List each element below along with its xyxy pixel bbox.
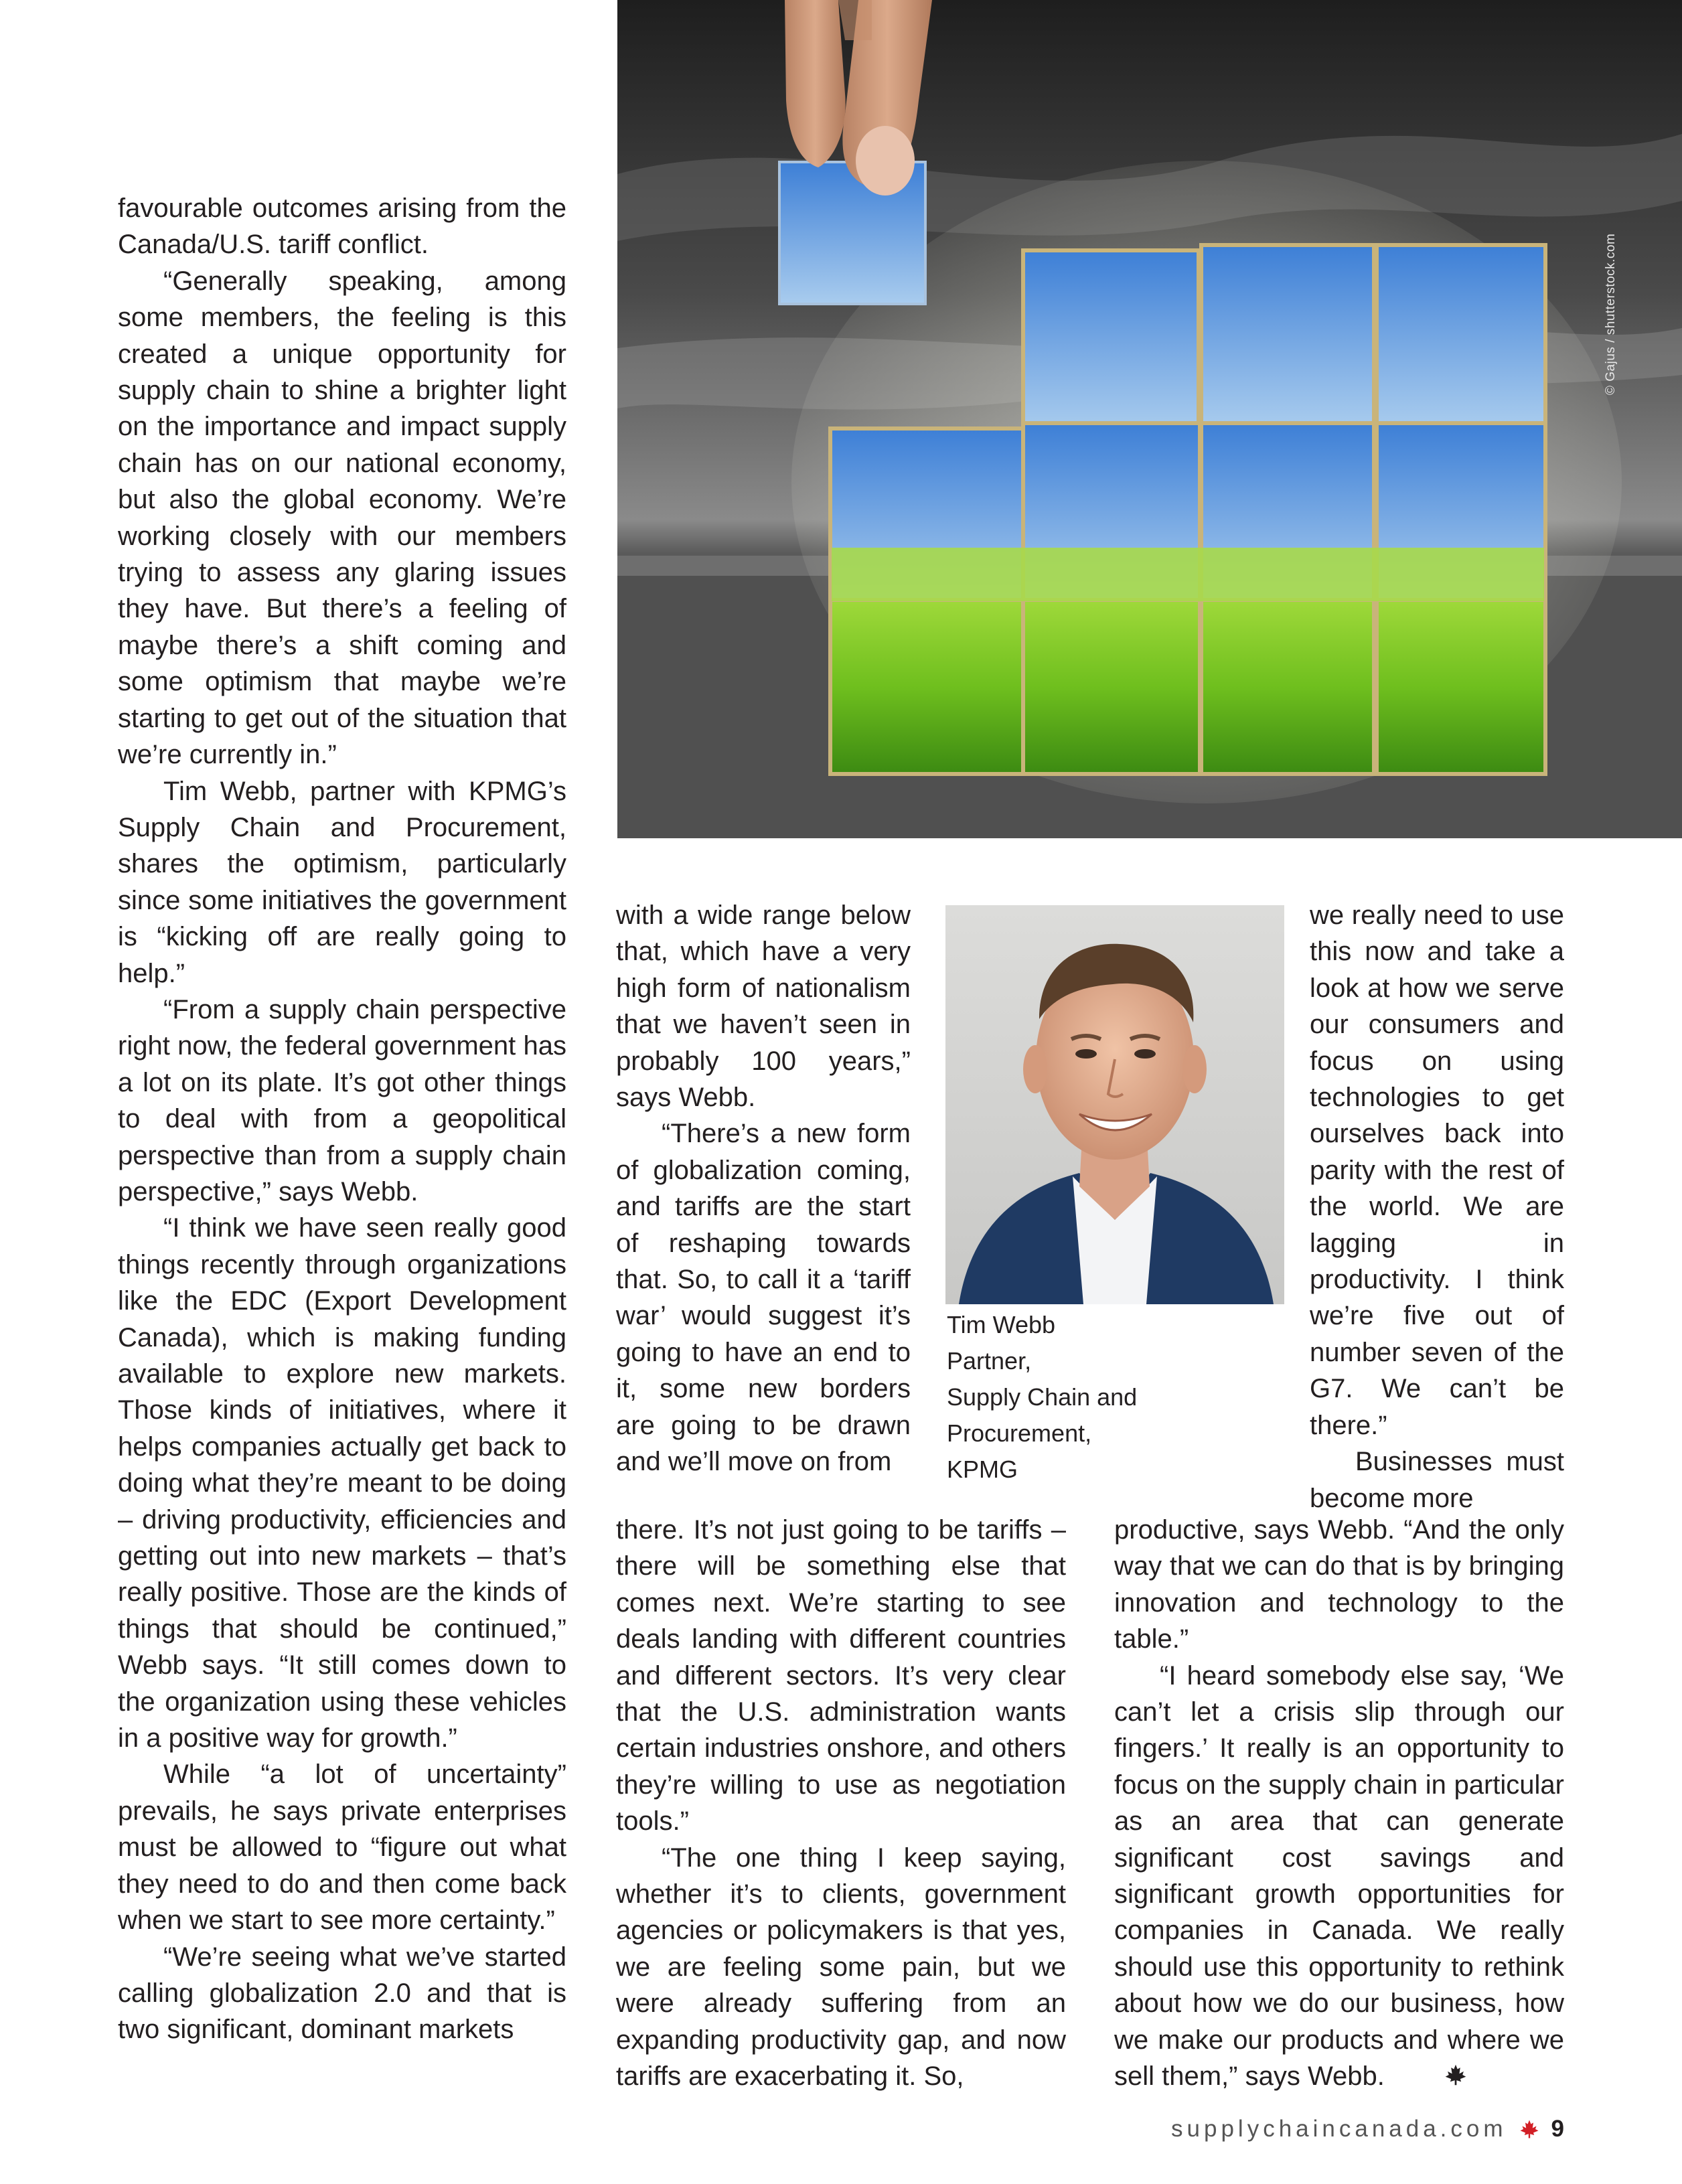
photo-caption bbox=[947, 1307, 1188, 1488]
article-column-3-lower bbox=[1114, 1512, 1564, 2096]
paragraph: “I think we have seen really good things recently through organizations like the EDC (Export Development Canada), which is making funding available to explore new markets. Those kinds of initiatives, where it helps companies actually get back to doing what they’re meant to be doing – driving productivity, efficiencies and getting out into new markets – that’s really positive. Those are the kinds of things that should be continued,” Webb says. “It still comes down to the organization using these vehicles in a positive way for growth.” bbox=[118, 1213, 566, 1753]
article-column-3-upper bbox=[1310, 897, 1564, 1516]
paragraph: we really need to use this now and take a look at how we serve our consumers and focus on using technologies to get ourselves back into parity with the rest of the world. We are lagging in productivity. I think we’re five out of number seven of the G7. We can’t be there.” bbox=[1310, 901, 1564, 1440]
caption-title-line: Procurement, bbox=[947, 1419, 1092, 1447]
paragraph: productive, says Webb. “And the only way that we can do that is by bringing innovation and technology to the table.” bbox=[1114, 1515, 1564, 1654]
paragraph: Businesses must become more bbox=[1310, 1447, 1564, 1513]
paragraph: “The one thing I keep saying, whether it’s to clients, government agencies or policymakers is that yes, we are feeling some pain, but we were already suffering from an expanding productivity gap, and now tariffs are exacerbating it. So, bbox=[616, 1843, 1066, 2092]
paragraph: “We’re seeing what we’ve started calling globalization 2.0 and that is two significant, dominant markets bbox=[118, 1942, 566, 2045]
paragraph: While “a lot of uncertainty” prevails, he says private enterprises must be allowed to “figure out what they need to do and then come back when we start to see more certainty.” bbox=[118, 1760, 566, 1936]
article-column-1 bbox=[118, 190, 566, 2048]
photo-credit: © Gajus / shutterstock.com bbox=[1604, 233, 1618, 395]
paragraph: “Generally speaking, among some members, the feeling is this created a unique opportunity for supply chain to shine a brighter light on the importance and impact supply chain has on our national economy, but also the global economy. We’re working closely with our members trying to assess any glaring issues they have. But there’s a feeling of maybe there’s a shift coming and some optimism that maybe we’re starting to get out of the situation that we’re currently in.” bbox=[118, 266, 566, 770]
caption-title-line: Partner, bbox=[947, 1347, 1032, 1375]
caption-name: Tim Webb bbox=[947, 1311, 1056, 1338]
maple-leaf-icon bbox=[1399, 2059, 1467, 2096]
article-column-2-lower bbox=[616, 1512, 1066, 2095]
article-column-2-upper bbox=[616, 897, 911, 1480]
paragraph: Tim Webb, partner with KPMG’s Supply Chain and Procurement, shares the optimism, particularly since some initiatives the government is “kicking off are really going to help.” bbox=[118, 776, 566, 988]
hero-image bbox=[617, 0, 1682, 838]
paragraph: favourable outcomes arising from the Canada/U.S. tariff conflict. bbox=[118, 193, 566, 260]
paragraph-text: “I heard somebody else say, ‘We can’t let a crisis slip through our fingers.’ It really is an opportunity to focus on the supply chain in particular as an area that can generate significant cost savings and significant growth opportunities for companies in Canada. We really should use this opportunity to rethink about how we do our business, how we make our products and where we sell them,” says Webb. bbox=[1114, 1660, 1564, 2092]
paragraph: with a wide range below that, which have a very high form of nationalism that we haven’t seen in probably 100 years,” says Webb. bbox=[616, 901, 911, 1113]
paragraph: “From a supply chain perspective right now, the federal government has a lot on its plate. It’s got other things to deal with from a geopolitical perspective than from a supply chain perspective,” says Webb. bbox=[118, 994, 566, 1206]
caption-title-line: KPMG bbox=[947, 1456, 1018, 1483]
paragraph bbox=[1114, 1658, 1564, 2096]
page-number: 9 bbox=[1551, 2116, 1564, 2142]
portrait-photo bbox=[945, 905, 1284, 1304]
page-footer bbox=[1171, 2116, 1564, 2142]
footer-site: supplychaincanada.com bbox=[1171, 2116, 1507, 2142]
paragraph: there. It’s not just going to be tariffs – there will be something else that comes next. We’re starting to see deals landing with different countries and different sectors. It’s very clear that the U.S. administration wants certain industries onshore, and others they’re willing to use as negotiation tools.” bbox=[616, 1515, 1066, 1837]
paragraph: “There’s a new form of globalization coming, and tariffs are the start of reshaping towards that. So, to call it a ‘tariff war’ would suggest it’s going to have an end to it, some new borders are going to be drawn and we’ll move on from bbox=[616, 1119, 911, 1477]
maple-leaf-icon bbox=[1519, 2119, 1539, 2139]
caption-title-line: Supply Chain and bbox=[947, 1383, 1138, 1411]
